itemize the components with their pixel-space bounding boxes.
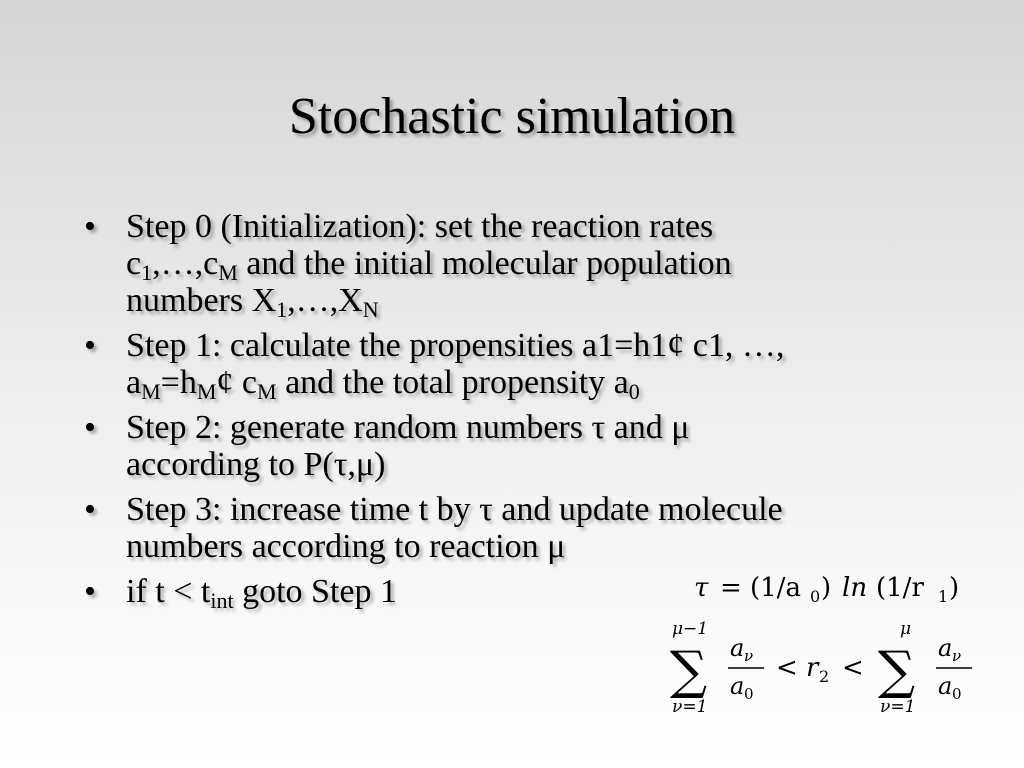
tau-symbol: τ (694, 573, 709, 603)
left-numerator: a (730, 634, 745, 662)
text-run: Step 1: calculate the propensities a1=h1¢ c1, …, (126, 327, 785, 364)
left-sum-upper: μ−1 (672, 619, 709, 639)
left-sigma: ∑ (670, 641, 708, 701)
bullet-glyph: • (84, 491, 96, 528)
bullet-line (126, 208, 944, 245)
text-run: Step 0 (Initialization): set the reaction rates (126, 208, 714, 245)
text-run: c (126, 245, 142, 282)
bullet-text (126, 409, 944, 483)
bullet-glyph: • (84, 573, 96, 610)
text-run: according to P(τ,μ) (126, 446, 386, 483)
bullet-glyph: • (84, 208, 96, 245)
text-run: Step 3: increase time t by τ and update molecule (126, 491, 783, 528)
bullet-step-2 (84, 409, 944, 483)
equals-sign: = (720, 573, 742, 603)
left-denominator-sub: 0 (744, 685, 754, 703)
mu-inequality (670, 619, 972, 717)
bullet-line (126, 446, 944, 483)
text-run: ,…,c (152, 245, 219, 282)
bullet-line (126, 491, 944, 528)
ln-operator: ln (842, 573, 868, 603)
tau-rhs-part2: ) (821, 573, 832, 603)
bullet-line (126, 364, 944, 404)
text-run: a (126, 364, 142, 401)
bullet-step-1 (84, 327, 944, 404)
r2-symbol: r (806, 653, 819, 683)
right-denominator: a (938, 672, 953, 700)
subscript: 1 (141, 260, 153, 285)
text-run: if t < t (126, 573, 211, 610)
tau-rhs-part3: (1/r (876, 573, 924, 603)
text-run: and the total propensity a (276, 364, 629, 401)
slide-title: Stochastic simulation (288, 88, 736, 145)
text-run: Step 2: generate random numbers τ and μ (126, 409, 690, 446)
tau-rhs-sub1: 0 (810, 587, 821, 606)
bullet-list (84, 208, 944, 618)
bullet-line (126, 282, 944, 322)
subscript: 0 (628, 379, 640, 404)
formula-svg (664, 560, 984, 760)
text-run: and the initial molecular population (237, 245, 732, 282)
bullet-text (126, 327, 944, 404)
bullet-line (126, 245, 944, 285)
bullet-step-0 (84, 208, 944, 322)
right-sum-lower: ν=1 (880, 697, 916, 717)
text-run: =h (160, 364, 197, 401)
right-numerator: a (938, 634, 953, 662)
left-denominator: a (730, 672, 745, 700)
subscript: M (141, 379, 161, 404)
lt-sign-right: < (842, 653, 864, 683)
bullet-step-3 (84, 491, 944, 565)
tau-rhs-part1: (1/a (750, 573, 801, 603)
right-sum-upper: μ (900, 619, 912, 639)
tau-rhs-part4: ) (949, 573, 960, 603)
right-numerator-sub: ν (952, 647, 962, 665)
subscript: M (218, 260, 238, 285)
bullet-text (126, 491, 944, 565)
r2-sub: 2 (819, 667, 830, 686)
subscript: M (257, 379, 277, 404)
tau-equation (694, 573, 959, 606)
text-run: goto Step 1 (233, 573, 397, 610)
text-run: numbers according to reaction μ (126, 528, 566, 565)
bullet-glyph: • (84, 327, 96, 364)
lt-sign-left: < (776, 653, 798, 683)
subscript: M (196, 379, 217, 404)
text-run: numbers X (126, 282, 277, 319)
left-sum-lower: ν=1 (672, 697, 708, 717)
text-run: ,…,X (287, 282, 363, 319)
bullet-line (126, 327, 944, 364)
bullet-text (126, 208, 944, 322)
right-sigma: ∑ (878, 641, 916, 701)
formula-block (664, 560, 984, 760)
left-numerator-sub: ν (744, 647, 754, 665)
subscript: int (210, 588, 234, 613)
bullet-line (126, 409, 944, 446)
subscript: 1 (276, 297, 288, 322)
subscript: N (362, 297, 379, 322)
text-run: ¢ c (216, 364, 257, 401)
right-denominator-sub: 0 (952, 685, 962, 703)
tau-rhs-sub3: 1 (938, 587, 949, 606)
bullet-glyph: • (84, 409, 96, 446)
